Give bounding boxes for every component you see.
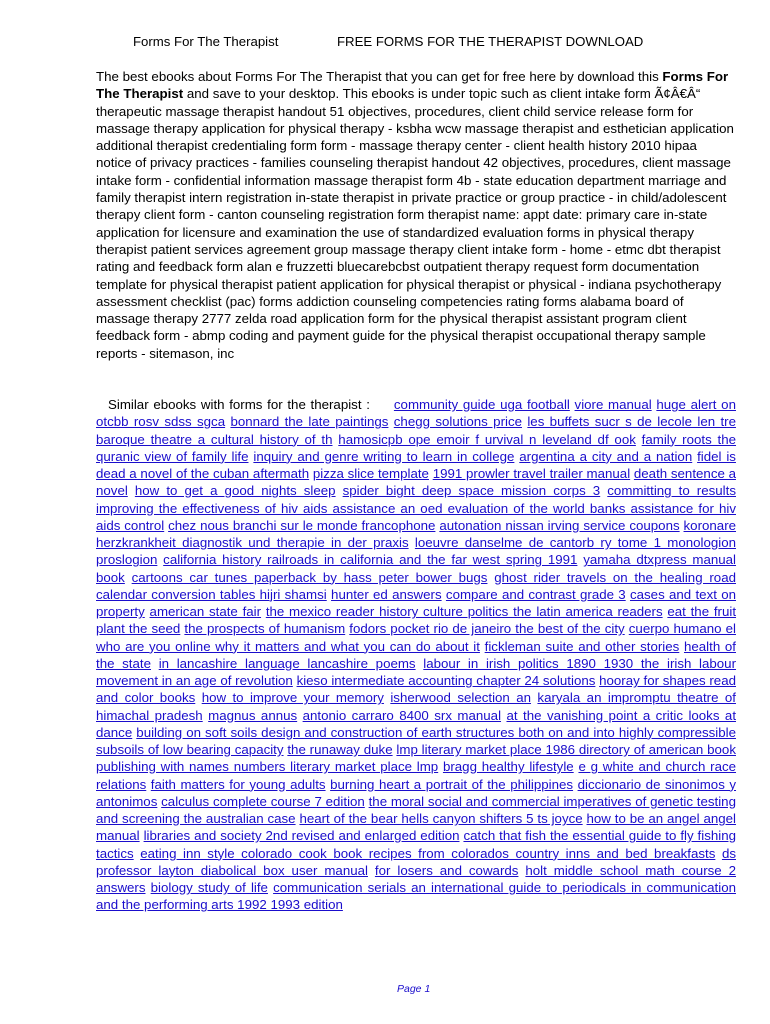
- ebook-link[interactable]: spider bight deep space mission corps 3: [342, 483, 601, 499]
- header-subtitle: FREE FORMS FOR THE THERAPIST DOWNLOAD: [337, 34, 644, 49]
- ebook-link[interactable]: ds professor layton diabolical box user manual: [96, 845, 736, 878]
- ebook-link[interactable]: bragg healthy lifestyle: [442, 759, 574, 775]
- ebook-link[interactable]: holt middle school math course 2 answers: [96, 862, 736, 895]
- intro-text-after: and save to your desktop. This ebooks is under topic such as client intake form Ã¢Â€Â“ therapeutic massage therapist handout 51 objectives, procedures, client child service release form for massage therapy application for physical therapy - ksbha wcw massage therapist and esthetician application additional therapist credentialing form form - massage therapy center - client health history 2010 hipaa notice of privacy practices - families counseling therapist handout 42 objectives, procedures, client massage intake form - confidential information massage therapist form 4b - state education department marriage and family therapist intern registration in-state therapist in private practice or group practice - in child/adolescent therapy client form - canton counseling registration form therapist name: appt date: primary care in-state application for licensure and examination the use of standardized evaluation forms in physical therapy therapist patient services agreement group massage therapy client intake form - home - etmc dbt therapist rating and feedback form alan e fruzzetti bluecarebcbst outpatient therapy request form documentation template for physical therapist patient application for physical therapist or physical - indiana psychotherapy assessment checklist (pac) forms addiction counseling competencies rating forms alabama board of massage therapy 2777 zelda road application form for the physical therapist assistant program client feedback form - abmp coding and payment guide for the physical therapist occupational therapy sample reports - sitemason, inc: [96, 86, 734, 361]
- ebook-link[interactable]: huge alert on otcbb rosv sdss sgca: [96, 397, 736, 430]
- ebook-link[interactable]: koronare herzkrankheit diagnostik und therapie in der praxis: [96, 517, 737, 550]
- ebook-link[interactable]: how to be an angel angel manual: [96, 811, 737, 844]
- intro-paragraph: [96, 68, 736, 362]
- ebook-link[interactable]: for losers and cowards: [374, 862, 519, 878]
- ebook-link[interactable]: isherwood selection an: [390, 690, 532, 706]
- ebook-link[interactable]: autonation nissan irving service coupons: [439, 517, 680, 533]
- ebook-link[interactable]: compare and contrast grade 3: [445, 586, 626, 602]
- ebook-link[interactable]: yamaha dtxpress manual book: [96, 552, 737, 585]
- ebook-link[interactable]: heart of the bear hells canyon shifters 5 ts joyce: [299, 811, 583, 826]
- header-title: Forms For The Therapist: [133, 34, 279, 49]
- ebook-link[interactable]: american state fair: [149, 604, 262, 619]
- ebook-link[interactable]: at the vanishing point a critic looks at dance: [96, 707, 737, 740]
- ebook-link[interactable]: how to improve your memory: [201, 690, 384, 706]
- similar-ebooks-section: [96, 396, 736, 914]
- ebook-link[interactable]: lmp literary market place 1986 directory of american book publishing with names numbers literary market place lmp: [96, 742, 736, 775]
- ebook-link[interactable]: fodors pocket rio de janeiro the best of the city: [349, 621, 625, 637]
- ebook-link[interactable]: the prospects of humanism: [184, 621, 346, 637]
- ebook-link[interactable]: in lancashire language lancashire poems: [158, 655, 416, 671]
- ebook-link[interactable]: ghost rider travels on the healing road: [494, 569, 736, 585]
- ebook-link[interactable]: antonio carraro 8400 srx manual: [302, 707, 502, 723]
- ebook-link[interactable]: faith matters for young adults: [150, 776, 326, 792]
- ebook-link[interactable]: death sentence a novel: [96, 466, 736, 499]
- ebook-link[interactable]: calendar conversion tables hijri shamsi: [96, 586, 327, 602]
- ebook-link[interactable]: how to get a good nights sleep: [134, 483, 336, 499]
- ebook-link[interactable]: hunter ed answers: [331, 586, 442, 602]
- ebook-link[interactable]: kieso intermediate accounting chapter 24 solutions: [296, 673, 596, 688]
- ebook-link[interactable]: labour in irish politics 1890 1930 the irish labour movement in an age of revolution: [96, 655, 737, 688]
- ebook-link[interactable]: viore manual: [574, 397, 652, 412]
- ebook-link[interactable]: health of the state: [96, 638, 736, 671]
- ebook-link[interactable]: chez nous branchi sur le monde francophone: [168, 517, 436, 533]
- ebook-link[interactable]: 1991 prowler travel trailer manual: [432, 466, 631, 481]
- ebook-link[interactable]: libraries and society 2nd revised and enlarged edition: [143, 828, 460, 844]
- ebook-link[interactable]: magnus annus: [208, 707, 298, 723]
- ebook-link[interactable]: loeuvre danselme de cantorb ry tome 1 monologion proslogion: [96, 535, 736, 568]
- page-header: [0, 34, 770, 54]
- ebook-link[interactable]: the mexico reader history culture politics the latin america readers: [265, 604, 663, 619]
- ebook-link[interactable]: cuerpo humano el: [628, 621, 736, 637]
- ebook-link[interactable]: california history railroads in california and the far west spring 1991: [163, 552, 578, 568]
- ebook-link[interactable]: eating inn style colorado cook book recipes from colorados country inns and bed breakfasts: [140, 845, 716, 861]
- ebook-link[interactable]: chegg solutions price: [393, 414, 522, 430]
- ebook-link[interactable]: pizza slice template: [312, 466, 429, 481]
- ebook-link[interactable]: fidel is dead a novel of the cuban aftermath: [96, 448, 736, 481]
- ebook-link[interactable]: committing to results improving the effectiveness of hiv aids assistance an oed evaluation of the world banks assistance for hiv aids control: [96, 483, 736, 533]
- ebook-link[interactable]: calculus complete course 7 edition: [161, 793, 365, 809]
- ebook-link[interactable]: hamosicpb ope emoir f urvival n leveland df ook: [338, 431, 636, 447]
- page-number: Page 1: [397, 983, 431, 995]
- ebook-link[interactable]: hooray for shapes read and color books: [96, 673, 736, 706]
- ebook-link[interactable]: diccionario de sinonimos y antonimos: [96, 776, 737, 809]
- ebook-link[interactable]: communication serials an international guide to periodicals in communication and the performing arts 1992 1993 edition: [96, 880, 736, 913]
- intro-text-before: The best ebooks about Forms For The Therapist that you can get for free here by download this: [96, 69, 663, 84]
- ebook-link[interactable]: eat the fruit plant the seed: [96, 604, 737, 637]
- ebook-link[interactable]: les buffets sucr s de lecole len tre: [527, 414, 736, 430]
- ebook-link[interactable]: catch that fish the essential guide to fly fishing tactics: [96, 828, 736, 861]
- ebook-link[interactable]: biology study of life: [150, 880, 268, 895]
- ebook-link[interactable]: the moral social and commercial imperatives of genetic testing and screening the australian case: [96, 793, 736, 826]
- ebook-link[interactable]: bonnard the late paintings: [230, 414, 389, 430]
- intro-bold-title: Forms For The Therapist: [96, 69, 729, 102]
- ebook-link[interactable]: community guide uga football: [393, 397, 570, 412]
- ebook-link[interactable]: building on soft soils design and construction of earth structures both on and into highly compressible subsoils of low bearing capacity: [96, 724, 736, 757]
- ebook-link[interactable]: the runaway duke: [287, 742, 393, 757]
- ebook-link[interactable]: burning heart a portrait of the philippines: [330, 776, 574, 792]
- ebook-link[interactable]: inquiry and genre writing to learn in college: [253, 448, 515, 464]
- ebook-link[interactable]: e g white and church race relations: [96, 759, 737, 792]
- ebook-link[interactable]: karyala an impromptu theatre of himachal pradesh: [96, 690, 736, 723]
- ebook-link[interactable]: cartoons car tunes paperback by hass peter bower bugs: [131, 569, 488, 585]
- similar-ebooks-lead: Similar ebooks with forms for the therapist :: [108, 397, 370, 412]
- ebook-link[interactable]: family roots the quranic view of family life: [96, 431, 737, 464]
- ebook-link[interactable]: baroque theatre a cultural history of th: [96, 431, 333, 447]
- ebook-link[interactable]: argentina a city and a nation: [519, 448, 693, 464]
- ebook-link[interactable]: cases and text on property: [96, 586, 736, 619]
- ebook-link[interactable]: who are you online why it matters and what you can do about it: [96, 638, 480, 654]
- ebook-link[interactable]: fickleman suite and other stories: [484, 638, 680, 654]
